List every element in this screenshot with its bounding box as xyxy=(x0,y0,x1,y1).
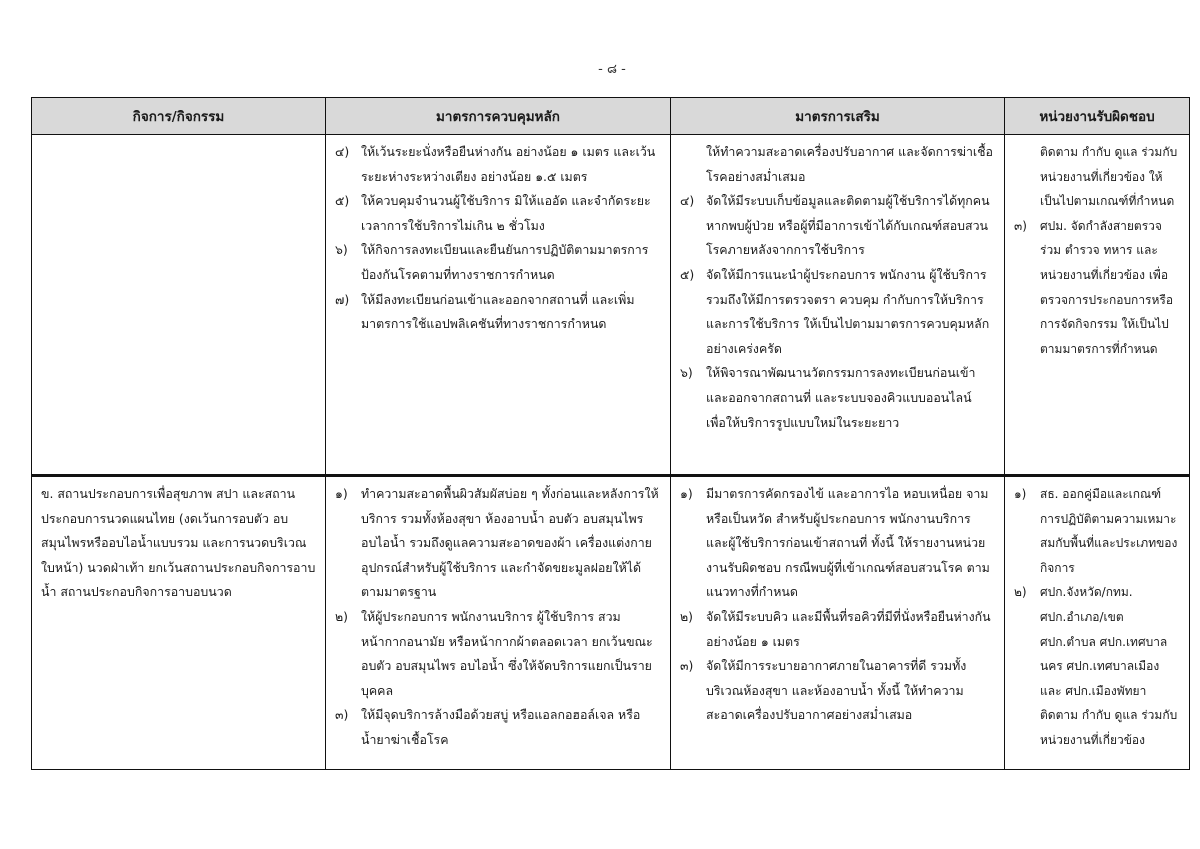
header-responsible-agency: หน่วยงานรับผิดชอบ xyxy=(1005,98,1190,135)
list-item: ๕) จัดให้มีการแนะนำผู้ประกอบการ พนักงาน ผู้ใช้บริการ รวมถึงให้มีการตรวจตรา ควบคุม กำกับการให้บริการและการใช้บริการ ให้เป็นไปตามมาตรการควบคุมหลักอย่างเคร่งครัด xyxy=(680,266,990,356)
main-measures-cell xyxy=(326,135,671,476)
list-item: ให้ทำความสะอาดเครื่องปรับอากาศ และจัดการฆ่าเชื้อโรคอย่างสม่ำเสมอ xyxy=(706,144,993,184)
main-measures-cell xyxy=(326,476,671,770)
list-item: ๒) ศปก.จังหวัด/กทม. ศปก.อำเภอ/เขต ศปก.ตำบล ศปก.เทศบาลนคร ศปก.เทศบาลเมือง และ ศปก.เมืองพัทยา ติดตาม กำกับ ดูแล ร่วมกับหน่วยงานที่เกี่ยวข้อง xyxy=(1014,585,1178,747)
responsible-agency-cell xyxy=(1005,476,1190,770)
table-row xyxy=(32,135,1190,476)
list-item: ๖) ให้กิจการลงทะเบียนและยืนยันการปฏิบัติตามมาตรการป้องกันโรคตามที่ทางราชการกำหนด xyxy=(335,242,649,282)
responsible-agency-list xyxy=(1014,482,1180,753)
list-item: ๔) จัดให้มีระบบเก็บข้อมูลและติดตามผู้ใช้บริการได้ทุกคน หากพบผู้ป่วย หรือผู้ที่มีอาการเข้าได้กับเกณฑ์สอบสวนโรคภายหลังจากการใช้บริการ xyxy=(680,193,990,258)
supplementary-measures-list xyxy=(680,140,995,435)
supplementary-measures-cell xyxy=(671,135,1005,476)
header-activity: กิจการ/กิจกรรม xyxy=(32,98,326,135)
main-measures-list xyxy=(335,140,661,337)
list-item: ๑) มีมาตรการคัดกรองไข้ และอาการไอ หอบเหนื่อย จาม หรือเป็นหวัด สำหรับผู้ประกอบการ พนักงานบริการ และผู้ใช้บริการก่อนเข้าสถานที่ ทั้งนี้ ให้รายงานหน่วยงานรับผิดชอบ กรณีพบผู้ที่เข้าเกณฑ์สอบสวนโรค ตามแนวทางที่กำหนด xyxy=(680,486,990,600)
activity-text: ข. สถานประกอบการเพื่อสุขภาพ สปา และสถานประกอบการนวดแผนไทย (งดเว้นการอบตัว อบสมุนไพรหรืออบไอน้ำแบบรวม และการนวดบริเวณใบหน้า) นวดฝ่าเท้า ยกเว้นสถานประกอบกิจการอาบน้ำ สถานประกอบกิจการอาบอบนวด xyxy=(41,486,316,600)
table-header-row xyxy=(32,98,1190,135)
main-measures-list xyxy=(335,482,661,753)
list-item: ๑) สธ. ออกคู่มือและเกณฑ์การปฏิบัติตามความเหมาะสมกับพื้นที่และประเภทของกิจการ xyxy=(1014,487,1178,575)
page-number: - ๘ - xyxy=(598,62,626,77)
activity-cell xyxy=(32,476,326,770)
list-item: ๑) ทำความสะอาดพื้นผิวสัมผัสบ่อย ๆ ทั้งก่อนและหลังการให้บริการ รวมทั้งห้องสุขา ห้องอาบน้ำ อบตัว อบสมุนไพร อบไอน้ำ รวมถึงดูแลความสะอาดของผ้า เครื่องแต่งกายอุปกรณ์สำหรับผู้ใช้บริการ และกำจัดขยะมูลฝอยให้ได้ตามมาตรฐาน xyxy=(335,486,659,600)
list-item: ๒) จัดให้มีระบบคิว และมีพื้นที่รอคิวที่มีที่นั่งหรือยืนห่างกัน อย่างน้อย ๑ เมตร xyxy=(680,608,991,649)
list-item: ๓) จัดให้มีการระบายอากาศภายในอาคารที่ดี รวมทั้งบริเวณห้องสุขา และห้องอาบน้ำ ทั้งนี้ ให้ทำความสะอาดเครื่องปรับอากาศอย่างสม่ำเสมอ xyxy=(680,658,967,723)
responsible-agency-cell xyxy=(1005,135,1190,476)
list-item: ๓) ศปม. จัดกำลังสายตรวจร่วม ตำรวจ ทหาร และหน่วยงานที่เกี่ยวข้อง เพื่อตรวจการประกอบการหรือการจัดกิจกรรม ให้เป็นไปตามมาตรการที่กำหนด xyxy=(1014,218,1174,356)
list-item: ๓) ให้มีจุดบริการล้างมือด้วยสบู่ หรือแอลกอฮอล์เจล หรือน้ำยาฆ่าเชื้อโรค xyxy=(335,707,641,747)
list-item: ติดตาม กำกับ ดูแล ร่วมกับหน่วยงานที่เกี่ยวข้อง ให้เป็นไปตามเกณฑ์ที่กำหนด xyxy=(1040,145,1178,209)
header-supplementary-measures: มาตรการเสริม xyxy=(671,98,1005,135)
table-row xyxy=(32,476,1190,770)
activity-text xyxy=(33,136,324,140)
supplementary-measures-cell xyxy=(671,476,1005,770)
measures-table xyxy=(31,97,1190,770)
responsible-agency-list xyxy=(1014,140,1180,361)
list-item: ๕) ให้ควบคุมจำนวนผู้ใช้บริการ มิให้แออัด และจำกัดระยะเวลาการใช้บริการไม่เกิน ๒ ชั่วโมง xyxy=(335,193,651,233)
list-item: ๗) ให้มีลงทะเบียนก่อนเข้าและออกจากสถานที่ และเพิ่มมาตรการใช้แอปพลิเคชันที่ทางราชการกำหนด xyxy=(335,291,635,332)
supplementary-measures-list xyxy=(680,482,995,728)
activity-cell xyxy=(32,135,326,476)
list-item: ๒) ให้ผู้ประกอบการ พนักงานบริการ ผู้ใช้บริการ สวมหน้ากากอนามัย หรือหน้ากากผ้าตลอดเวลา ยกเว้นขณะอบตัว อบสมุนไพร อบไอน้ำ ซึ่งให้จัดบริการแยกเป็นรายบุคคล xyxy=(335,608,653,698)
header-main-measures: มาตรการควบคุมหลัก xyxy=(326,98,671,135)
list-item: ๖) ให้พิจารณาพัฒนานวัตกรรมการลงทะเบียนก่อนเข้าและออกจากสถานที่ และระบบจองคิวแบบออนไลน์ เพื่อให้บริการรูปแบบใหม่ในระยะยาว xyxy=(680,365,976,430)
list-item: ๔) ให้เว้นระยะนั่งหรือยืนห่างกัน อย่างน้อย ๑ เมตร และเว้นระยะห่างระหว่างเตียง อย่างน้อย ๑.๕ เมตร xyxy=(335,144,656,184)
